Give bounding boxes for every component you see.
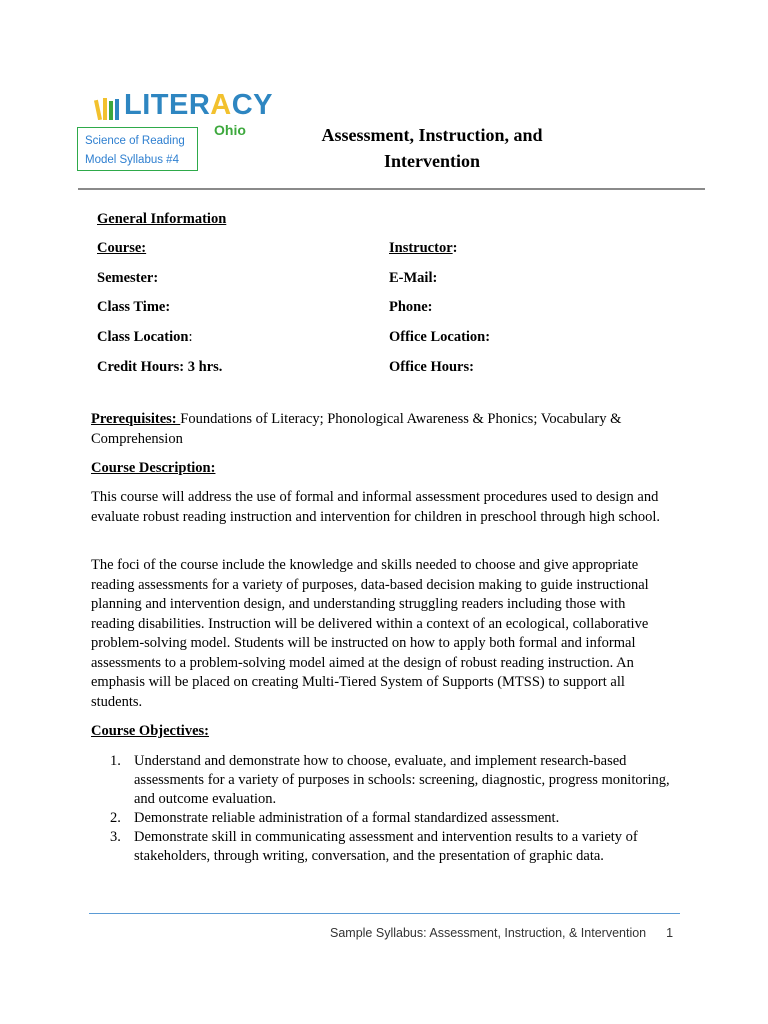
- credit-hours-field: Credit Hours: 3 hrs.: [97, 359, 223, 375]
- prerequisites-label: Prerequisites:: [91, 411, 181, 427]
- phone-field: Phone:: [389, 299, 433, 315]
- course-description-p1: This course will address the use of formal and informal assessment procedures used to design and evaluate robust reading instruction and intervention for children in preschool through high school.: [91, 489, 660, 525]
- course-description-p2: The foci of the course include the knowledge and skills needed to choose and give appropriate reading assessments for a variety of purposes, data-based decision making to guide instructional planning and intervention design, and understanding struggling readers including those with reading disabilities. Instruction will be delivered within a context of an ecological, collaborative problem-solving model. Students will be instructed on how to apply both formal and informal assessments to a problem-solving model aimed at the design of robust reading instruction. An emphasis will be placed on creating Multi-Tiered System of Supports (MTSS) to support all students.: [91, 557, 649, 710]
- header-divider: [78, 188, 705, 190]
- course-field: Course:: [97, 240, 147, 256]
- prerequisites: [91, 410, 671, 449]
- logo-wordmark: LITERACY: [124, 89, 274, 121]
- course-objectives-heading: Course Objectives:: [91, 723, 209, 739]
- footer-divider: [89, 913, 680, 914]
- course-description-heading: Course Description:: [91, 460, 216, 476]
- email-field: E-Mail:: [389, 270, 438, 286]
- office-hours-field: Office Hours:: [389, 359, 474, 375]
- model-syllabus-box: [77, 127, 198, 171]
- list-item: 2. Demonstrate reliable administration of a formal standardized assessment.: [110, 810, 560, 826]
- prerequisites-text: Foundations of Literacy; Phonological Awareness & Phonics; Vocabulary & Comprehension: [91, 411, 622, 447]
- books-icon: [94, 96, 124, 120]
- logo-ohio: Ohio: [214, 122, 246, 138]
- footer-text: Sample Syllabus: Assessment, Instruction, & Intervention: [330, 926, 647, 940]
- title-line1: Assessment, Instruction, and: [321, 125, 543, 145]
- class-time-field: Class Time:: [97, 299, 171, 315]
- model-box-line2: Model Syllabus #4: [85, 154, 179, 166]
- model-box-line1: Science of Reading: [85, 135, 185, 147]
- list-item: 1. Understand and demonstrate how to choose, evaluate, and implement research-based assessments for a variety of purposes in schools: screening, diagnostic, progress monitoring, and outcome evaluation.: [110, 753, 670, 807]
- objectives-list: [110, 752, 670, 866]
- title-line2: Intervention: [384, 151, 480, 171]
- list-item: 3. Demonstrate skill in communicating assessment and intervention results to a variety of stakeholders, through writing, conversation, and the presentation of graphic data.: [110, 829, 638, 864]
- page-number: 1: [666, 926, 674, 940]
- footer: [330, 926, 673, 940]
- office-location-field: Office Location:: [389, 329, 491, 345]
- document-title: [296, 122, 568, 174]
- general-info-heading: General Information: [97, 211, 227, 227]
- class-location-field: Class Location:: [97, 329, 193, 345]
- semester-field: Semester:: [97, 270, 159, 286]
- instructor-field: Instructor:: [389, 240, 458, 256]
